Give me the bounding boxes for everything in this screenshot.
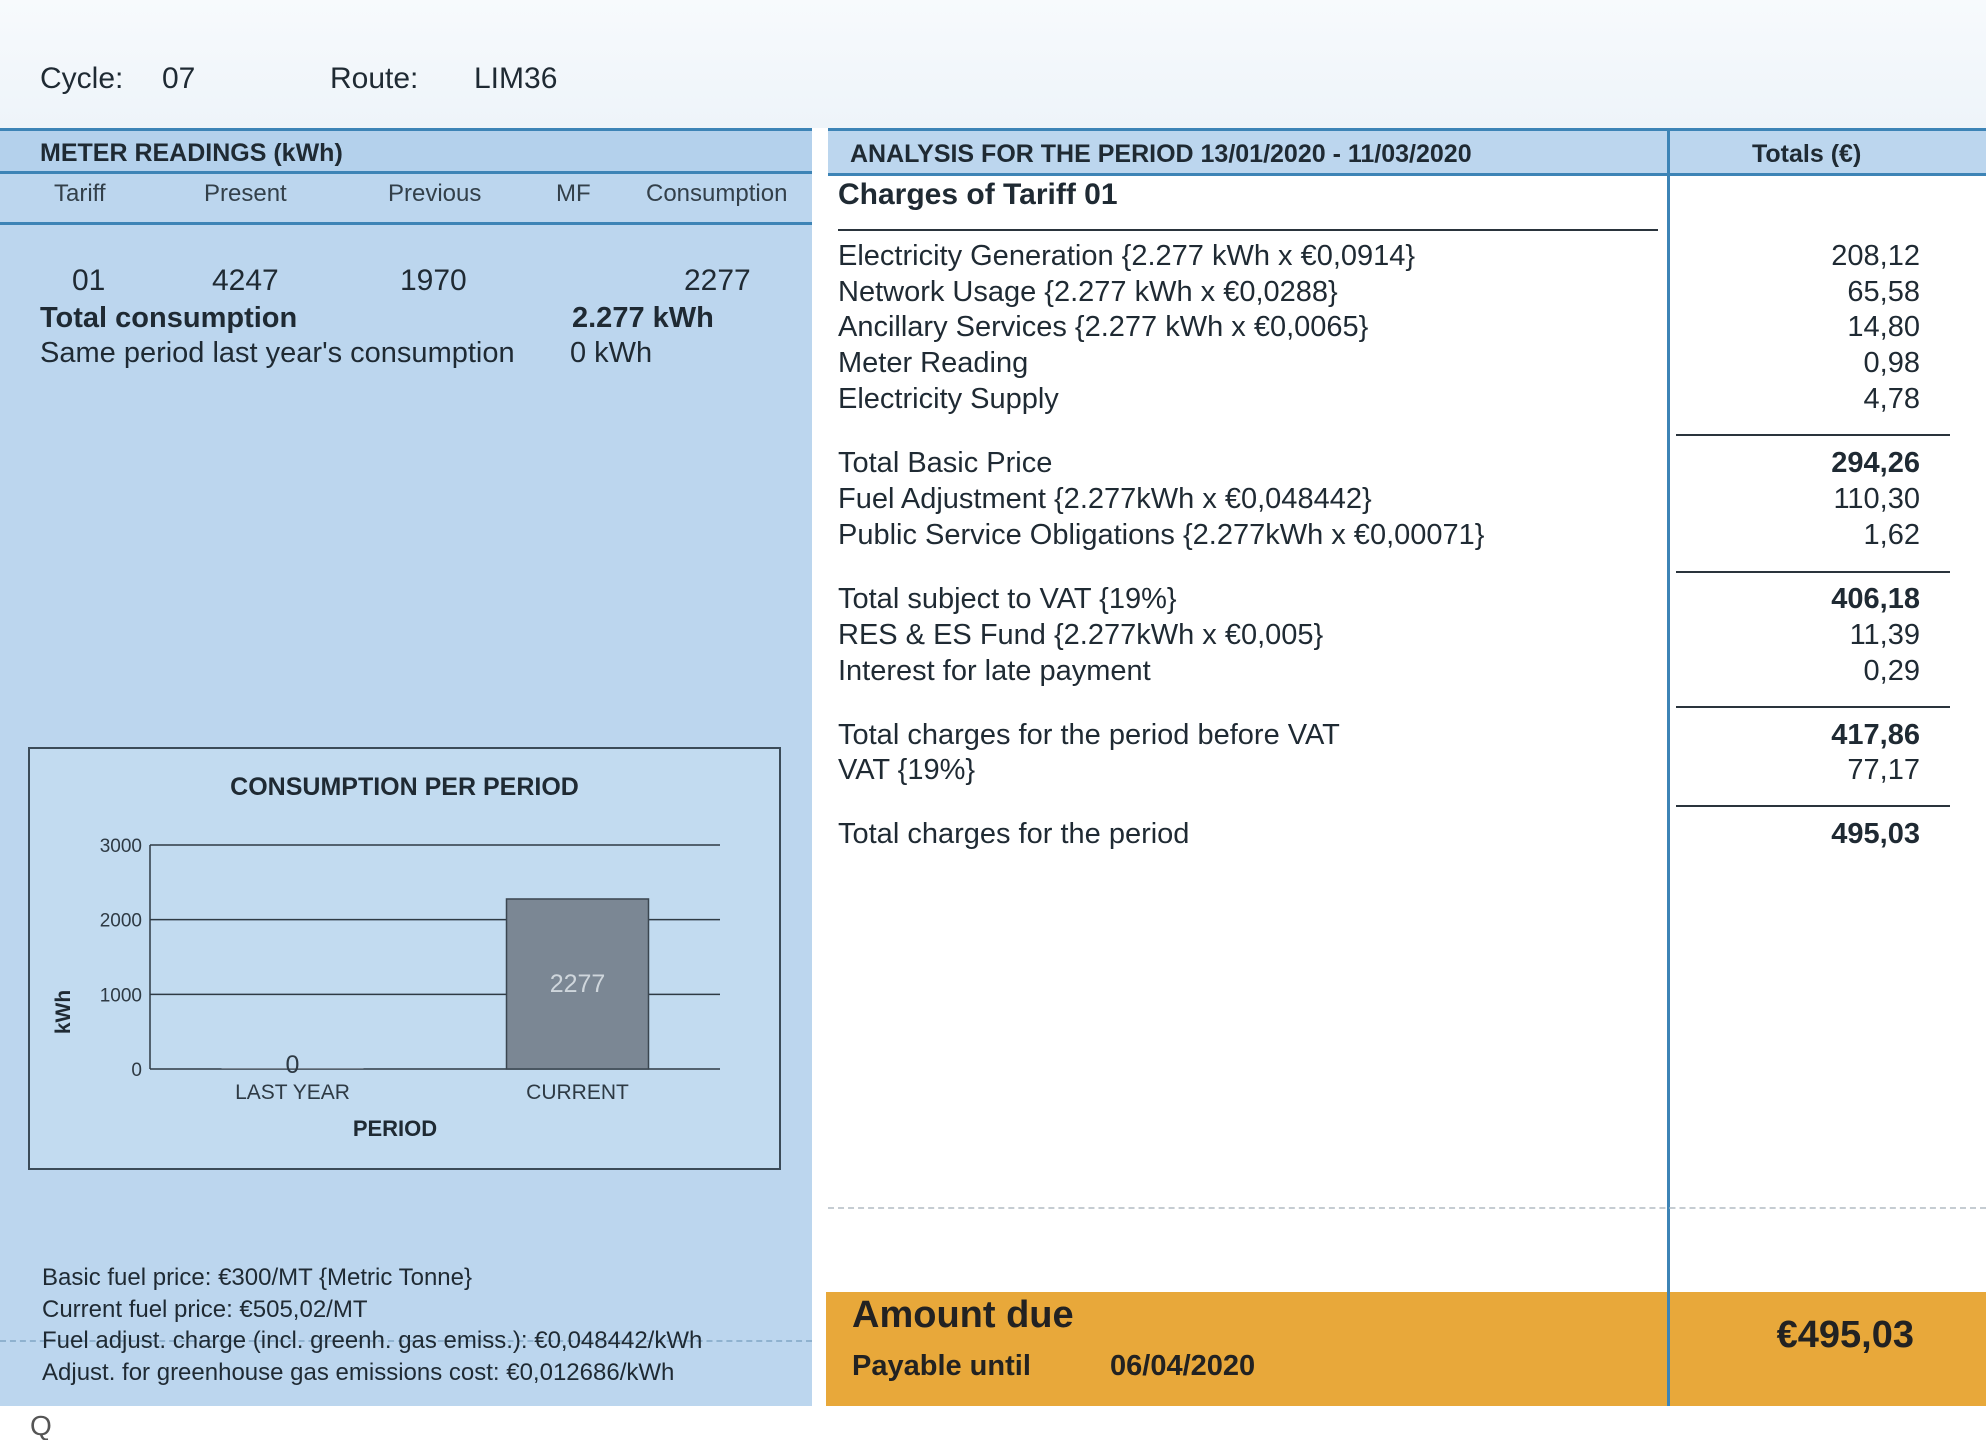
- charge-label: Ancillary Services {2.277 kWh x €0,0065}: [838, 311, 1369, 343]
- charge-label: Fuel Adjustment {2.277kWh x €0,048442}: [838, 483, 1372, 515]
- last-year-value: 0 kWh: [570, 337, 653, 369]
- y-tick-label: 2000: [99, 910, 142, 932]
- route-value: LIM36: [474, 62, 558, 95]
- charge-label: Total charges for the period: [838, 818, 1190, 850]
- bill-header: [0, 0, 1986, 128]
- charge-value: 4,78: [1863, 383, 1920, 415]
- charge-value: 1,62: [1863, 519, 1920, 551]
- charge-label: Public Service Obligations {2.277kWh x €0,00071}: [838, 519, 1485, 551]
- tariff-title: Charges of Tariff 01: [838, 178, 1118, 211]
- data-label: 2277: [549, 969, 606, 998]
- subtotal-rule: [1676, 434, 1950, 436]
- dashed-divider: [828, 1207, 1986, 1209]
- last-year-label: Same period last year's consumption: [40, 337, 515, 369]
- charge-value: 406,18: [1831, 583, 1920, 615]
- chart-canvas: [30, 749, 783, 1172]
- consumption-chart: [28, 747, 781, 1170]
- column-divider: [0, 222, 812, 225]
- charge-value: 495,03: [1831, 818, 1920, 850]
- payable-until-date: 06/04/2020: [1110, 1350, 1256, 1382]
- meter-readings-panel: [0, 128, 812, 1406]
- charge-label: Electricity Generation {2.277 kWh x €0,0914}: [838, 240, 1416, 272]
- charge-value: 14,80: [1847, 311, 1920, 343]
- amount-due-title: Amount due: [852, 1294, 1074, 1336]
- reading-tariff: 01: [72, 264, 106, 297]
- meter-readings-header: [0, 128, 812, 174]
- subtotal-rule: [1676, 571, 1950, 573]
- payable-until-label: Payable until: [852, 1350, 1031, 1382]
- corner-mark: Q: [30, 1410, 52, 1440]
- charge-value: 11,39: [1849, 619, 1920, 651]
- charge-label: Electricity Supply: [838, 383, 1059, 415]
- col-tariff: Tariff: [54, 180, 106, 207]
- tariff-title-rule: [838, 229, 1658, 231]
- x-tick-label: LAST YEAR: [235, 1081, 350, 1104]
- charge-label: VAT {19%}: [838, 754, 976, 786]
- chart-title: CONSUMPTION PER PERIOD: [230, 773, 579, 801]
- x-tick-label: CURRENT: [526, 1081, 629, 1104]
- reading-previous: 1970: [400, 264, 467, 297]
- y-tick-label: 1000: [99, 985, 142, 1007]
- charge-label: Total Basic Price: [838, 447, 1053, 479]
- charge-value: 0,98: [1863, 347, 1920, 379]
- subtotal-rule: [1676, 805, 1950, 807]
- analysis-title: ANALYSIS FOR THE PERIOD 13/01/2020 - 11/03/2020: [850, 140, 1472, 168]
- charge-value: 417,86: [1831, 719, 1920, 751]
- charge-value: 77,17: [1847, 754, 1920, 786]
- y-tick-label: 0: [131, 1060, 142, 1081]
- charge-value: 294,26: [1831, 447, 1920, 479]
- fuel-info-line: Fuel adjust. charge (incl. greenh. gas emiss.): €0,048442/kWh: [42, 1327, 703, 1354]
- reading-consumption: 2277: [684, 264, 751, 297]
- cycle-label: Cycle:: [40, 62, 124, 95]
- total-consumption-value: 2.277 kWh: [572, 302, 714, 334]
- cycle-value: 07: [162, 62, 196, 95]
- y-axis-label: kWh: [52, 989, 75, 1035]
- charge-value: 110,30: [1833, 483, 1920, 515]
- data-label: 0: [285, 1051, 300, 1079]
- col-mf: MF: [556, 180, 591, 207]
- x-axis-label: PERIOD: [352, 1116, 438, 1141]
- meter-readings-title: METER READINGS (kWh): [40, 139, 343, 167]
- charge-label: RES & ES Fund {2.277kWh x €0,005}: [838, 619, 1324, 651]
- charge-label: Network Usage {2.277 kWh x €0,0288}: [838, 276, 1338, 308]
- y-tick-label: 3000: [99, 836, 142, 857]
- route-label: Route:: [330, 62, 419, 95]
- subtotal-rule: [1676, 706, 1950, 708]
- amount-due-value: €495,03: [1776, 1314, 1914, 1356]
- charge-value: 0,29: [1863, 655, 1920, 687]
- analysis-header: [828, 128, 1986, 176]
- col-previous: Previous: [388, 180, 482, 207]
- col-consumption: Consumption: [646, 180, 788, 207]
- total-consumption-label: Total consumption: [40, 302, 298, 334]
- totals-column-divider: [1667, 128, 1670, 1406]
- charge-label: Interest for late payment: [838, 655, 1151, 687]
- totals-header: Totals (€): [1752, 140, 1862, 168]
- amount-band-divider: [1667, 1292, 1670, 1406]
- charge-value: 65,58: [1847, 276, 1920, 308]
- reading-present: 4247: [212, 264, 279, 297]
- charge-label: Meter Reading: [838, 347, 1029, 379]
- fuel-info-line: Adjust. for greenhouse gas emissions cost: €0,012686/kWh: [42, 1359, 675, 1386]
- charge-value: 208,12: [1831, 240, 1920, 272]
- charge-label: Total charges for the period before VAT: [838, 719, 1340, 751]
- fuel-info-line: Basic fuel price: €300/MT {Metric Tonne}: [42, 1264, 473, 1291]
- fuel-info-line: Current fuel price: €505,02/MT: [42, 1296, 368, 1323]
- col-present: Present: [204, 180, 287, 207]
- charge-label: Total subject to VAT {19%}: [838, 583, 1177, 615]
